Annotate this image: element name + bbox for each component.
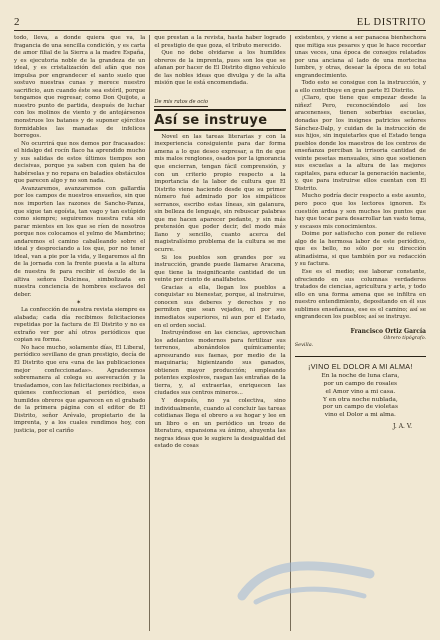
masthead: EL DISTRITO bbox=[356, 17, 426, 28]
paragraph: que prestan a la revista, hasta haber logrado el prestigio de que goza, el tributo merecido. bbox=[154, 35, 286, 49]
columns bbox=[14, 35, 426, 631]
poem-line: Y en otra noche nublada, bbox=[322, 396, 398, 403]
page-number: 2 bbox=[14, 16, 20, 28]
section-label: De mis ratos de ocio bbox=[154, 98, 209, 105]
poem-line: vino el Dolor a mi alma. bbox=[324, 412, 396, 419]
paragraph: Gracias a ella, llegan los pueblos a conquistar su bienestar, porque, al instruirse, conocen sus deberes y derechos y no permiten que sean vejados, ni por sus inmediatos superiores, ni aun por el Estado, en el orden social. bbox=[154, 284, 286, 329]
place-line: Sevilla. bbox=[294, 341, 314, 348]
poem-title: ¡VINO EL DOLOR A MI ALMA! bbox=[295, 356, 426, 371]
paragraph: Instruyéndose en las ciencias, aprovechan los adelantos modernos para fertilizar sus terrenos, abonándolos químicamente; apresurando sus faenas, por medio de la maquinaria; higienizando sus ganados, obtienen mayor producción; empleando potentes explosivos, rasgan las entrañas de la tierra, y, al extraerlas, enriquecen las ciudades sus centros mineros... bbox=[154, 330, 286, 397]
paragraph: Novel en las tareas literarias y con la inexperiencia consiguiente para dar forma amena a lo que deseo expresar, a fin de que mis malos renglones, osados por la ignorancia que encierran, tengan fácil comprensión, y con un criterio propio respecto a la importancia de la labor de cultura que El Distrito viene haciendo desde que su primer número fué admirado por los simpáticos serranos, escribo estas líneas, sin galanura, sin belleza de lenguaje, sin rebuscar palabras que me hacen aparecer pedante, y sin más pretensión que poder decir, del modo más llano y sencillo, cuanto acerca del magistralísimo problema de la cultura se me ocurre. bbox=[154, 133, 286, 254]
paragraph: Avanzaremos, avanzaremos con gallardía por los campos de nuestros ensueños, sin que nos importen las razones de Sancho-Panza, que sigue tan egoísta, tan vago y tan estúpido como siempre; seguiremos nuestra ruta sin parar mientes en los que se ríen de nosotros porque nos colocamos el yelmo de Mambrino; andaremos el camino caballeando sobre el ideal y despreciando a los que, por no tener ideal, van a pie por la vida, y llegaremos al fin de la jornada con la frente puesta a la altura de nuestra fe para recibir el ósculo de la altiva señora Dulcinea, simbolizada en nuestra conciencia de hombres esclavos del deber. bbox=[14, 185, 146, 298]
paragraph: Todo esto se consigue con la instrucción, y a ello contribuye en gran parte El Distrito. bbox=[294, 80, 427, 94]
author-signature: Francisco Ortiz García bbox=[350, 327, 427, 335]
paragraph: Y después, no ya colectiva, sino individualmente, cuando al concluir las tareas cotidianas llega el obrero a su hogar y lee en un libro o en un periódico un trozo de literatura, expansiona su ánimo, ahuyenta las negras ideas que le sugiere la desigualdad del estado de cosas bbox=[154, 397, 286, 450]
poem-line: por un campo de rosales bbox=[323, 380, 398, 387]
paragraph: No ocurrirá que nos demos por fracasados: el hidalgo del rocín flaco ha aprendido mucho y sus salidas de estos últimos tiempos son decisivas, porque ya saben con quien ha de habérselas y no repara en baladíes obstáculos que parecen algo y no son nada. bbox=[14, 140, 146, 185]
poem bbox=[295, 373, 426, 420]
article-headline: Así se instruye bbox=[154, 109, 285, 131]
poem-line: En la noche de luna clara, bbox=[321, 372, 400, 379]
poem-line: por un campo de violetas bbox=[322, 404, 398, 411]
column-3 bbox=[295, 35, 426, 631]
separator: ✶ bbox=[76, 299, 84, 307]
paragraph: Ese es el medio; ese laborar constante, ofreciendo en sus columnas verdaderos tratados de ciencias, agricultura y arte, y todo ello en una forma amena que se infiltra en nuestro entendimiento, depositando en él sus sublimes enseñanzas, ese es el camino; así se engrandecen los pueblos; así se instruye. bbox=[294, 268, 427, 321]
poem-signature: J. A. V. bbox=[392, 423, 413, 431]
paragraph: No hace mucho, solamente días, El Liberal, periódico sevillano de gran prestigio, decía de El Distrito que era «una de las publicaciones mejor confeccionadas». Agradecemos sobremanera al colega su aseveración y la trasladamos, con las felicitaciones recibidas, a quienes confeccionan el periódico, esos humildes obreros que aparecen en el grabado de la primera página con el editor de El Distrito, señor Arévalo, propietario de la imprenta, y a los cuales rendimos hoy, con justicia, por el cariño bbox=[14, 344, 146, 434]
paragraph: Doime por satisfecho con poner de relieve algo de la hermosa labor de este periódico, que es bello, no sólo por su dirección atinadísima, si que también por su redacción y su factura. bbox=[294, 231, 427, 268]
page-header bbox=[14, 8, 426, 31]
author-role: Obrero tipógrafo. bbox=[383, 335, 427, 341]
paragraph: Mucho podría decir respecto a este asunto, pero poco que los lectores ignoren. Es cuestión ardua y son muchos los puntos que hay que tocar para desarrollar tan vasto tema, y escasos mis conocimientos. bbox=[294, 193, 427, 230]
column-1 bbox=[14, 35, 145, 631]
column-rule bbox=[290, 35, 291, 631]
paragraph: ¡Claro, que tiene que empezar desde la niñez! Pero, reconociéndolo así los aracenenses, tienen soberbias escuelas, donadas por los insignes patricios señores Sánchez-Dalp, y cuidan de la instrucción de sus hijos, sin inquietarles que el Estado tenga pueblos donde los maestros de los centros de enseñanza perciban la irrisoria cantidad de veinte pesetas mensuales, sino que sostienen sus escuelas a la altura de las mejores capitales, para educar la generación naciente, y, que para instruirse ellos cuentan con El Distrito. bbox=[294, 95, 427, 192]
poem-line: el Amor vino a mi casa. bbox=[325, 388, 396, 395]
column-2 bbox=[154, 35, 285, 631]
column-rule bbox=[149, 35, 150, 631]
paragraph: todo, lleva, a donde quiera que va, la fragancia de una sencilla condición, y es carta de amor filial de la Sierra a la madre España, y es ejecutoria noble de la grandeza de un ideal, y es cristalización del afán que nos impulsa por engrandecer el santo suelo que sostuvo nuestras cunas y merece nuestro sacrificio, aun cuando éste sea estéril, porque tengamos que regresar, como Don Quijote, a nuestro punto de partida, después de luchar con los molinos de viento y de antojársenos monstruos los batanes y de suponer ejércitos formidables las manadas de infelices borregos. bbox=[14, 35, 146, 140]
newspaper-page bbox=[14, 8, 426, 632]
paragraph: La confección de nuestra revista siempre es alabada; cada día recibimos felicitaciones repetidas por la factura de El Distrito y no es extraño ver por ahí otros periódicos que copian su forma. bbox=[14, 307, 146, 344]
paragraph: existentes, y viene a ser panacea bienhechora que mitiga sus pesares y que le hace recordar unas veces, una época de consejos relatados por una anciana al lado de una mortecina lumbre, y otras, desear la época de su total engrandecimiento. bbox=[294, 35, 427, 79]
paragraph: Que no debe olvidarse a los humildes obreros de la imprenta, pues son los que se afanan por hacer de El Distrito digno vehículo de las nobles ideas que divulga y de la alta misión que le está encomendada. bbox=[154, 50, 286, 87]
paragraph: Si los pueblos son grandes por su instrucción, grande puede llamarse Aracena, que tiene la insignificante cantidad de un veinte por ciento de analfabetos. bbox=[154, 254, 286, 284]
